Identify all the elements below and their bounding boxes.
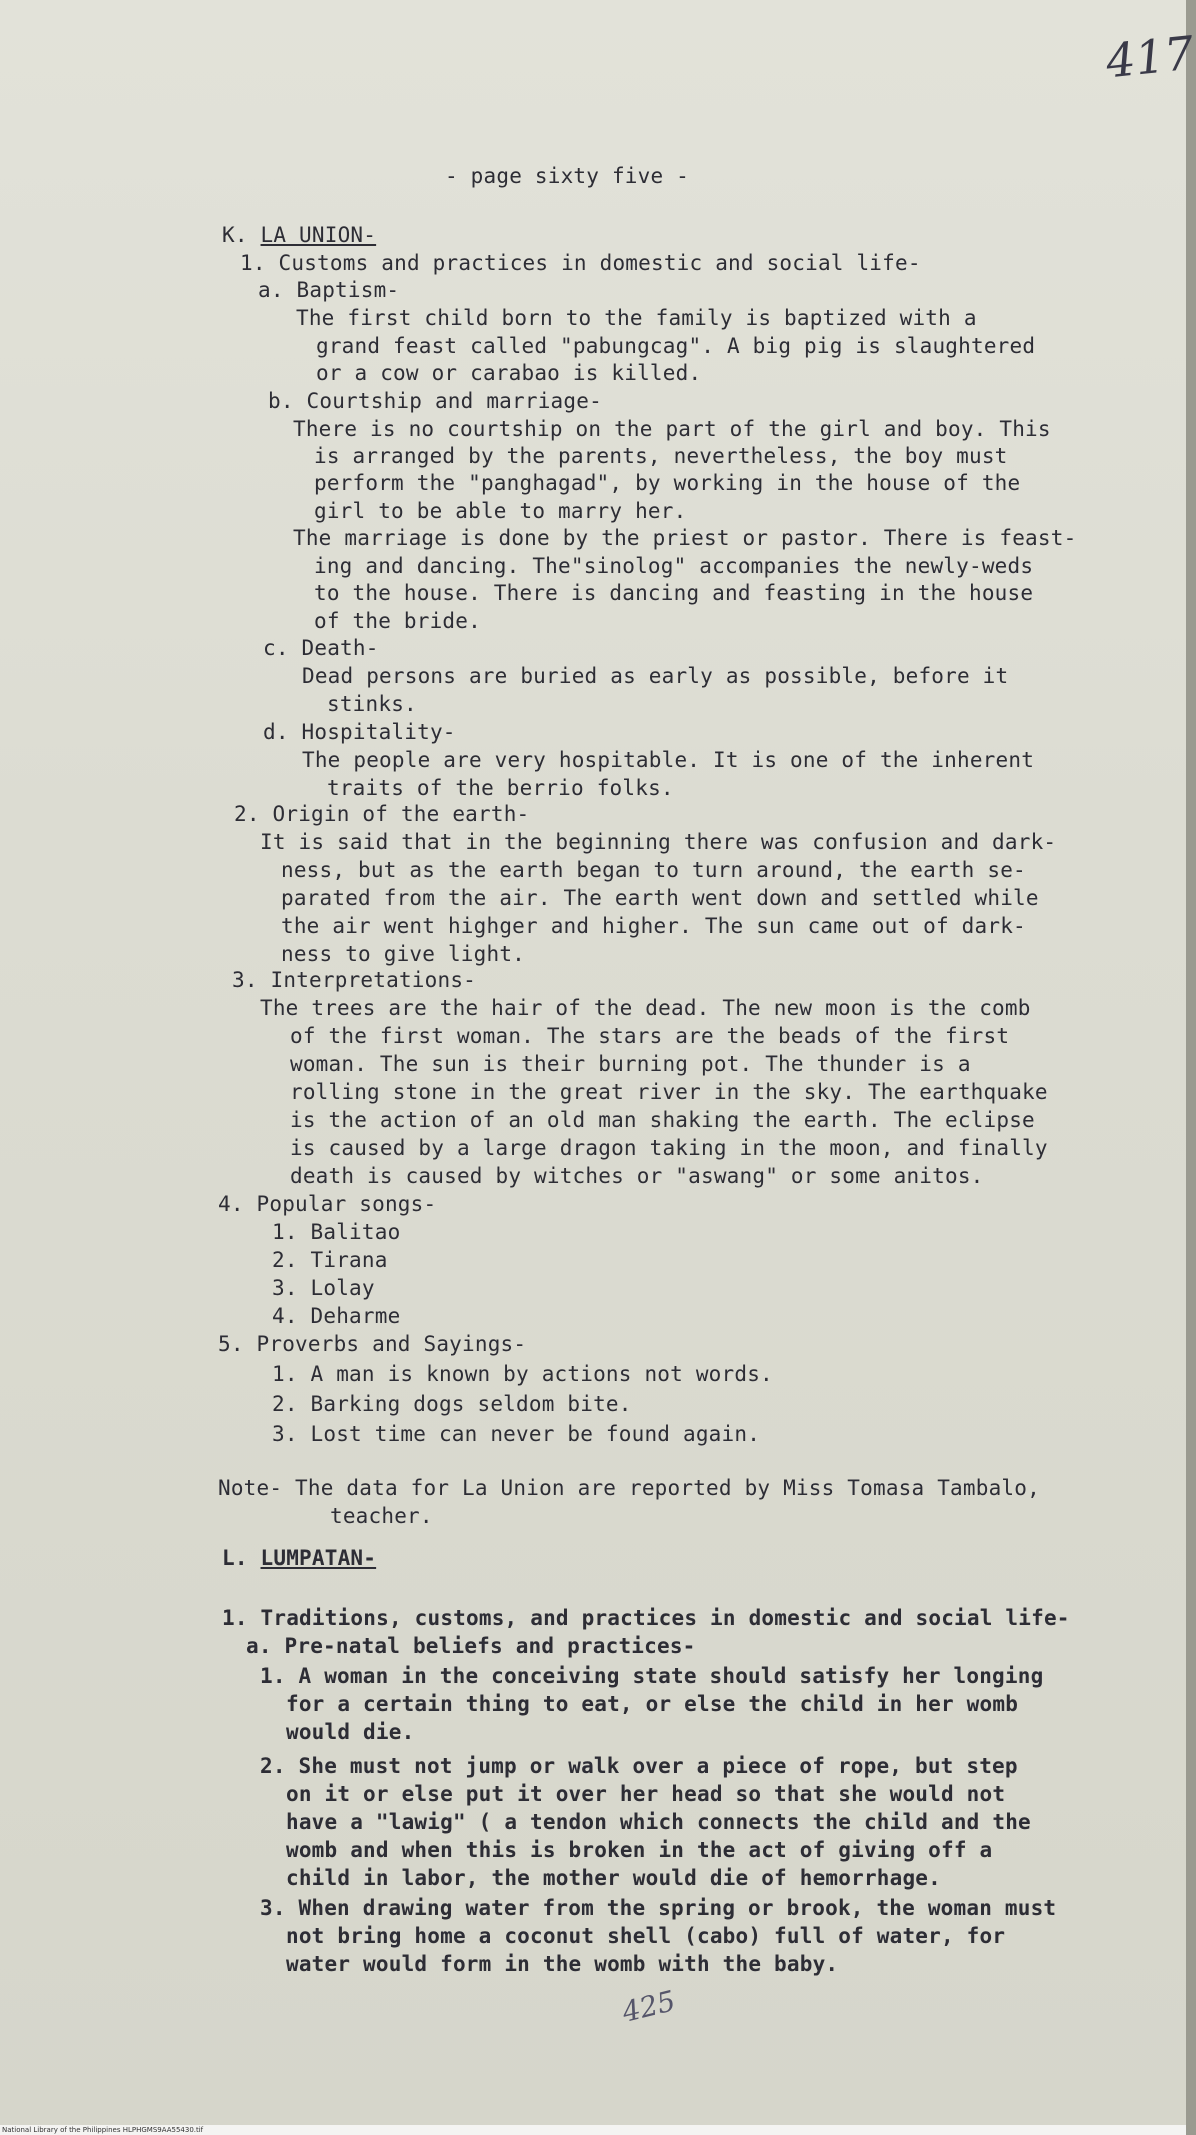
courtship-line: perform the "panghagad", by working in the house of the [314,471,1021,495]
origin-line: ness, but as the earth began to turn around, the earth se- [281,858,1026,882]
belief2-line: child in labor, the mother would die of hemorrhage. [286,1866,941,1890]
interpretations-line: woman. The sun is their burning pot. The thunder is a [290,1052,971,1076]
song-item: 2. Tirana [272,1248,388,1272]
marriage-line: to the house. There is dancing and feasting in the house [314,581,1034,605]
section-k-heading [222,221,376,249]
footer-caption: National Library of the Philippines HLPHGMS9AA55430.tif [2,2126,204,2134]
origin-line: parated from the air. The earth went down and settled while [281,886,1039,910]
belief2-line: have a "lawig" ( a tendon which connects the child and the [286,1810,1031,1834]
section-l-heading [222,1544,376,1572]
courtship-line: is arranged by the parents, nevertheless, the boy must [314,444,1008,468]
prenatal-title: a. Pre-natal beliefs and practices- [246,1634,696,1658]
page-header: - page sixty five - [445,164,690,188]
interpretations-line: is caused by a large dragon taking in the moon, and finally [290,1136,1048,1160]
l-item1-title: 1. Traditions, customs, and practices in domestic and social life- [222,1606,1070,1630]
origin-line: It is said that in the beginning there was confusion and dark- [260,830,1057,854]
hospitality-line: The people are very hospitable. It is one of the inherent [302,748,1035,772]
interpretations-line: rolling stone in the great river in the sky. The earthquake [290,1080,1048,1104]
baptism-line: The first child born to the family is baptized with a [296,306,977,330]
death-line: stinks. [327,692,417,716]
hospitality-title: d. Hospitality- [263,720,456,744]
baptism-line: or a cow or carabao is killed. [316,361,702,385]
proverbs-title: 5. Proverbs and Sayings- [218,1332,527,1356]
courtship-line: girl to be able to marry her. [314,499,687,523]
hospitality-line: traits of the berrio folks. [327,776,674,800]
interpretations-line: death is caused by witches or "aswang" or some anitos. [290,1164,984,1188]
song-item: 4. Deharme [272,1304,401,1328]
death-line: Dead persons are buried as early as possible, before it [302,664,1009,688]
belief3-line: not bring home a coconut shell (cabo) full of water, for [286,1924,1006,1948]
belief3-line: water would form in the womb with the baby. [286,1952,839,1976]
origin-title: 2. Origin of the earth- [234,802,530,826]
belief3-line: 3. When drawing water from the spring or brook, the woman must [260,1896,1057,1920]
proverb-item: 1. A man is known by actions not words. [272,1362,773,1386]
belief1-line: would die. [286,1720,415,1744]
k-item1-title: 1. Customs and practices in domestic and social life- [240,251,921,275]
songs-title: 4. Popular songs- [218,1192,437,1216]
section-k-title: LA UNION- [260,223,377,247]
song-item: 3. Lolay [272,1276,375,1300]
death-title: c. Death- [263,636,379,660]
handwritten-page-number: 417 [1103,25,1196,89]
note-line: Note- The data for La Union are reported by Miss Tomasa Tambalo, [218,1476,1040,1500]
proverb-item: 2. Barking dogs seldom bite. [272,1392,632,1416]
belief2-line: womb and when this is broken in the act of giving off a [286,1838,993,1862]
marriage-line: The marriage is done by the priest or pastor. There is feast- [293,526,1077,550]
courtship-line: There is no courtship on the part of the girl and boy. This [293,417,1051,441]
section-k-letter: K. [222,223,248,247]
section-l-title: LUMPATAN- [260,1546,377,1570]
note-line: teacher. [330,1504,433,1528]
belief1-line: 1. A woman in the conceiving state should satisfy her longing [260,1664,1044,1688]
baptism-title: a. Baptism- [258,278,400,302]
proverb-item: 3. Lost time can never be found again. [272,1422,761,1446]
marriage-line: ing and dancing. The"sinolog" accompanies the newly-weds [314,554,1034,578]
handwritten-bottom-number: 425 [618,1984,679,2029]
courtship-title: b. Courtship and marriage- [268,389,602,413]
belief2-line: 2. She must not jump or walk over a piece of rope, but step [260,1754,1018,1778]
marriage-line: of the bride. [314,609,481,633]
interpretations-line: is the action of an old man shaking the earth. The eclipse [290,1108,1035,1132]
origin-line: ness to give light. [281,942,526,966]
interpretations-line: of the first woman. The stars are the beads of the first [290,1024,1010,1048]
origin-line: the air went highger and higher. The sun came out of dark- [281,914,1026,938]
song-item: 1. Balitao [272,1220,401,1244]
section-l-letter: L. [222,1546,248,1570]
interpretations-line: The trees are the hair of the dead. The new moon is the comb [260,996,1031,1020]
belief2-line: on it or else put it over her head so that she would not [286,1782,1006,1806]
belief1-line: for a certain thing to eat, or else the child in her womb [286,1692,1019,1716]
interpretations-title: 3. Interpretations- [232,968,477,992]
baptism-line: grand feast called "pabungcag". A big pig is slaughtered [316,334,1036,358]
